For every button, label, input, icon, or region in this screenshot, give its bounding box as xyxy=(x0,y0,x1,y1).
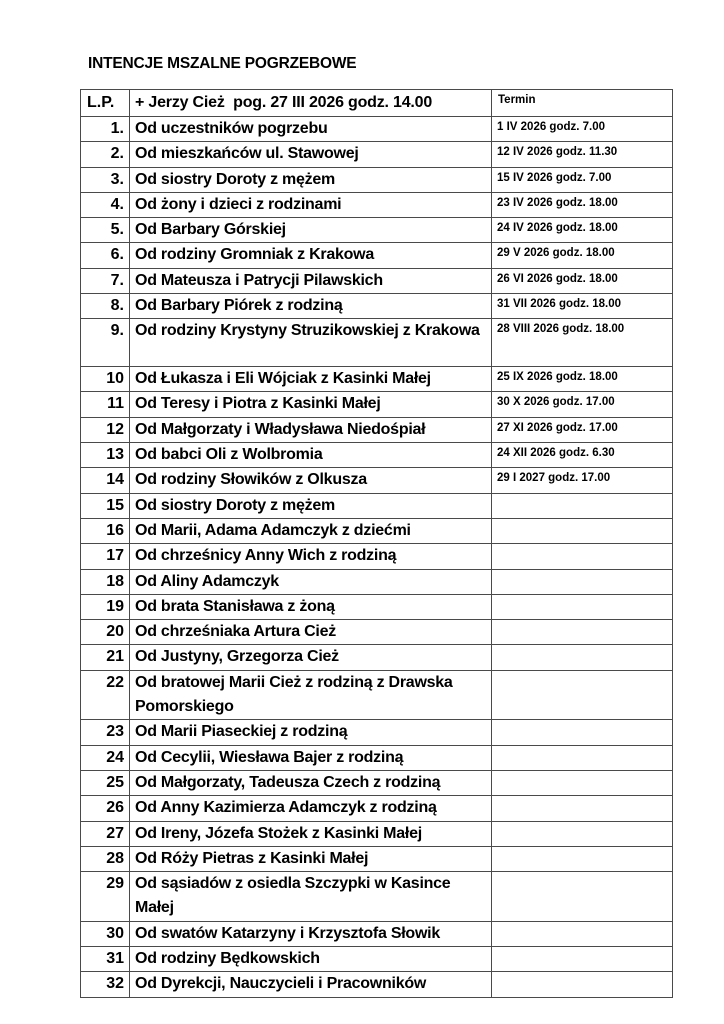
intention-donor: Od mieszkańców ul. Stawowej xyxy=(130,142,492,167)
intention-donor: Od rodziny Gromniak z Krakowa xyxy=(130,243,492,268)
mass-date: 27 XI 2026 godz. 17.00 xyxy=(492,417,673,442)
mass-date xyxy=(492,620,673,645)
mass-date: 25 IX 2026 godz. 18.00 xyxy=(492,367,673,392)
table-row xyxy=(81,117,673,142)
mass-date: 24 IV 2026 godz. 18.00 xyxy=(492,218,673,243)
row-number: 13 xyxy=(81,443,130,468)
mass-date xyxy=(492,846,673,871)
intention-donor: Od chrześniaka Artura Cież xyxy=(130,620,492,645)
table-row xyxy=(81,821,673,846)
table-row xyxy=(81,218,673,243)
intention-donor: Od uczestników pogrzebu xyxy=(130,117,492,142)
mass-date xyxy=(492,518,673,543)
intention-donor: Od Małgorzaty, Tadeusza Czech z rodziną xyxy=(130,770,492,795)
mass-date xyxy=(492,796,673,821)
header-deceased: + Jerzy Cież pog. 27 III 2026 godz. 14.00 xyxy=(130,90,492,117)
row-number: 29 xyxy=(81,872,130,922)
intention-donor: Od Ireny, Józefa Stożek z Kasinki Małej xyxy=(130,821,492,846)
mass-date: 31 VII 2026 godz. 18.00 xyxy=(492,294,673,319)
intention-donor: Od Barbary Górskiej xyxy=(130,218,492,243)
intention-donor: Od Marii Piaseckiej z rodziną xyxy=(130,720,492,745)
table-header-row xyxy=(81,90,673,117)
mass-date xyxy=(492,720,673,745)
intention-donor: Od swatów Katarzyny i Krzysztofa Słowik xyxy=(130,921,492,946)
intention-donor: Od Łukasza i Eli Wójciak z Kasinki Małej xyxy=(130,367,492,392)
table-row xyxy=(81,192,673,217)
row-number: 4. xyxy=(81,192,130,217)
table-row xyxy=(81,796,673,821)
row-number: 26 xyxy=(81,796,130,821)
table-row xyxy=(81,645,673,670)
mass-date xyxy=(492,745,673,770)
mass-date xyxy=(492,972,673,997)
table-row xyxy=(81,518,673,543)
intention-donor: Od żony i dzieci z rodzinami xyxy=(130,192,492,217)
intention-donor: Od Cecylii, Wiesława Bajer z rodziną xyxy=(130,745,492,770)
row-number: 23 xyxy=(81,720,130,745)
intention-donor: Od rodziny Krystyny Struzikowskiej z Krakowa xyxy=(130,319,492,367)
mass-date: 30 X 2026 godz. 17.00 xyxy=(492,392,673,417)
row-number: 18 xyxy=(81,569,130,594)
row-number: 5. xyxy=(81,218,130,243)
mass-date xyxy=(492,594,673,619)
intentions-table xyxy=(80,89,673,998)
row-number: 32 xyxy=(81,972,130,997)
row-number: 11 xyxy=(81,392,130,417)
mass-date: 1 IV 2026 godz. 7.00 xyxy=(492,117,673,142)
intention-donor: Od bratowej Marii Cież z rodziną z Drawska Pomorskiego xyxy=(130,670,492,720)
intention-donor: Od brata Stanisława z żoną xyxy=(130,594,492,619)
table-row xyxy=(81,319,673,367)
row-number: 20 xyxy=(81,620,130,645)
table-row xyxy=(81,243,673,268)
row-number: 7. xyxy=(81,268,130,293)
row-number: 28 xyxy=(81,846,130,871)
row-number: 2. xyxy=(81,142,130,167)
mass-date xyxy=(492,569,673,594)
table-row xyxy=(81,268,673,293)
table-row xyxy=(81,770,673,795)
table-row xyxy=(81,417,673,442)
mass-date: 24 XII 2026 godz. 6.30 xyxy=(492,443,673,468)
table-row xyxy=(81,670,673,720)
intention-donor: Od Justyny, Grzegorza Cież xyxy=(130,645,492,670)
row-number: 25 xyxy=(81,770,130,795)
header-term: Termin xyxy=(492,90,673,117)
intention-donor: Od Małgorzaty i Władysława Niedośpiał xyxy=(130,417,492,442)
mass-date xyxy=(492,670,673,720)
page-title: INTENCJE MSZALNE POGRZEBOWE xyxy=(88,55,357,72)
table-row xyxy=(81,569,673,594)
table-row xyxy=(81,468,673,493)
table-row xyxy=(81,294,673,319)
table-row xyxy=(81,846,673,871)
row-number: 15 xyxy=(81,493,130,518)
intention-donor: Od siostry Doroty z mężem xyxy=(130,167,492,192)
table-row xyxy=(81,544,673,569)
mass-date xyxy=(492,770,673,795)
intention-donor: Od Róży Pietras z Kasinki Małej xyxy=(130,846,492,871)
intention-donor: Od sąsiadów z osiedla Szczypki w Kasince Małej xyxy=(130,872,492,922)
table-row xyxy=(81,921,673,946)
intention-donor: Od babci Oli z Wolbromia xyxy=(130,443,492,468)
table-row xyxy=(81,443,673,468)
row-number: 16 xyxy=(81,518,130,543)
table-row xyxy=(81,745,673,770)
mass-date: 15 IV 2026 godz. 7.00 xyxy=(492,167,673,192)
table-row xyxy=(81,594,673,619)
row-number: 9. xyxy=(81,319,130,367)
table-row xyxy=(81,972,673,997)
table-body xyxy=(81,117,673,998)
table-row xyxy=(81,367,673,392)
table-row xyxy=(81,392,673,417)
mass-date: 29 I 2027 godz. 17.00 xyxy=(492,468,673,493)
table-row xyxy=(81,620,673,645)
header-lp: L.P. xyxy=(81,90,130,117)
mass-date xyxy=(492,821,673,846)
table-row xyxy=(81,493,673,518)
row-number: 8. xyxy=(81,294,130,319)
intention-donor: Od Teresy i Piotra z Kasinki Małej xyxy=(130,392,492,417)
intention-donor: Od siostry Doroty z mężem xyxy=(130,493,492,518)
mass-date xyxy=(492,544,673,569)
mass-date: 12 IV 2026 godz. 11.30 xyxy=(492,142,673,167)
intention-donor: Od Anny Kazimierza Adamczyk z rodziną xyxy=(130,796,492,821)
intention-donor: Od rodziny Będkowskich xyxy=(130,947,492,972)
mass-date: 28 VIII 2026 godz. 18.00 xyxy=(492,319,673,367)
row-number: 10 xyxy=(81,367,130,392)
row-number: 22 xyxy=(81,670,130,720)
mass-date xyxy=(492,947,673,972)
row-number: 6. xyxy=(81,243,130,268)
mass-date xyxy=(492,493,673,518)
table-row xyxy=(81,167,673,192)
intention-donor: Od Marii, Adama Adamczyk z dziećmi xyxy=(130,518,492,543)
intention-donor: Od Mateusza i Patrycji Pilawskich xyxy=(130,268,492,293)
intention-donor: Od rodziny Słowików z Olkusza xyxy=(130,468,492,493)
intention-donor: Od chrześnicy Anny Wich z rodziną xyxy=(130,544,492,569)
table-row xyxy=(81,947,673,972)
row-number: 19 xyxy=(81,594,130,619)
row-number: 17 xyxy=(81,544,130,569)
row-number: 24 xyxy=(81,745,130,770)
table-row xyxy=(81,872,673,922)
intention-donor: Od Aliny Adamczyk xyxy=(130,569,492,594)
intention-donor: Od Dyrekcji, Nauczycieli i Pracowników xyxy=(130,972,492,997)
table-row xyxy=(81,142,673,167)
row-number: 12 xyxy=(81,417,130,442)
row-number: 30 xyxy=(81,921,130,946)
mass-date xyxy=(492,645,673,670)
row-number: 31 xyxy=(81,947,130,972)
mass-date: 26 VI 2026 godz. 18.00 xyxy=(492,268,673,293)
intention-donor: Od Barbary Piórek z rodziną xyxy=(130,294,492,319)
mass-date: 29 V 2026 godz. 18.00 xyxy=(492,243,673,268)
row-number: 3. xyxy=(81,167,130,192)
mass-date: 23 IV 2026 godz. 18.00 xyxy=(492,192,673,217)
mass-date xyxy=(492,872,673,922)
mass-date xyxy=(492,921,673,946)
row-number: 1. xyxy=(81,117,130,142)
table-row xyxy=(81,720,673,745)
row-number: 21 xyxy=(81,645,130,670)
row-number: 27 xyxy=(81,821,130,846)
row-number: 14 xyxy=(81,468,130,493)
